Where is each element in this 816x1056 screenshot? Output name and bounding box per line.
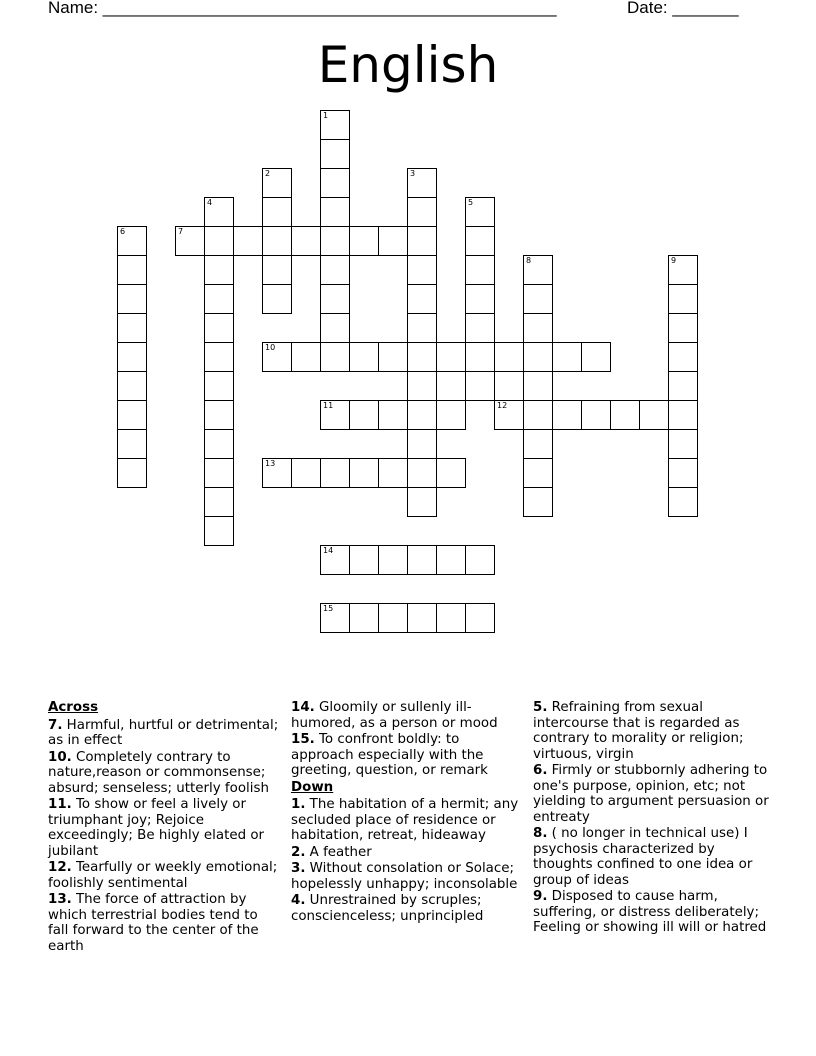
grid-cell[interactable] [494,342,524,372]
clue-down-8: 8. ( no longer in technical use) I psychosis characterized by thoughts confined to one idea or group of ideas [533,826,753,888]
grid-cell[interactable] [204,429,234,459]
grid-cell[interactable] [610,400,640,430]
clue-down-3: 3. Without consolation or Solace; hopelessly unhappy; inconsolable [291,861,518,892]
grid-cell[interactable] [378,400,408,430]
grid-cell[interactable] [117,342,147,372]
clue-number: 10 [265,343,276,352]
grid-cell[interactable] [407,197,437,227]
grid-cell[interactable] [291,342,321,372]
grid-cell[interactable] [407,226,437,256]
grid-cell[interactable] [668,313,698,343]
grid-cell[interactable] [117,255,147,285]
down-heading: Down [291,779,334,795]
grid-cell[interactable] [436,603,466,633]
grid-cell[interactable] [320,313,350,343]
clue-number: 15 [323,604,334,613]
grid-cell[interactable] [320,110,350,140]
clue-down-2: 2. A feather [291,844,372,860]
grid-cell[interactable] [523,313,553,343]
grid-cell[interactable] [407,429,437,459]
clue-across-13: 13. The force of attraction by which terrestrial bodies tend to fall forward to the center of the earth [48,892,259,954]
grid-cell[interactable] [117,429,147,459]
clue-across-15: 15. To confront boldly: to approach especially with the greeting, question, or remark [291,732,488,778]
clue-number: 2 [265,169,271,178]
grid-cell[interactable] [320,458,350,488]
grid-cell[interactable] [204,487,234,517]
clue-number: 7 [178,227,184,236]
grid-cell[interactable] [407,545,437,575]
grid-cell[interactable] [320,342,350,372]
grid-cell[interactable] [204,400,234,430]
grid-cell[interactable] [523,400,553,430]
grid-cell[interactable] [465,603,495,633]
grid-cell[interactable] [204,371,234,401]
clue-number: 13 [265,459,276,468]
grid-cell[interactable] [407,603,437,633]
grid-cell[interactable] [668,371,698,401]
grid-cell[interactable] [668,255,698,285]
clue-across-10: 10. Completely contrary to nature,reason or commonsense; absurd; senseless; utterly foolish [48,749,269,796]
grid-cell[interactable] [465,197,495,227]
grid-cell[interactable] [639,400,669,430]
grid-cell[interactable] [407,400,437,430]
grid-cell[interactable] [407,313,437,343]
clue-number: 3 [410,169,416,178]
grid-cell[interactable] [349,603,379,633]
grid-cell[interactable] [523,255,553,285]
clue-down-4: 4. Unrestrained by scruples; conscienceless; unprincipled [291,893,484,924]
grid-cell[interactable] [581,342,611,372]
clue-number: 1 [323,111,329,120]
grid-cell[interactable] [204,342,234,372]
grid-cell[interactable] [117,313,147,343]
grid-cell[interactable] [320,139,350,169]
grid-cell[interactable] [262,284,292,314]
grid-cell[interactable] [378,342,408,372]
grid-cell[interactable] [320,226,350,256]
date-field-label[interactable]: Date: _______ [627,0,739,17]
grid-cell[interactable] [465,226,495,256]
clue-across-14: 14. Gloomily or sullenly ill-humored, as a person or mood [291,700,498,731]
grid-cell[interactable] [436,458,466,488]
clue-across-11: 11. To show or feel a lively or triumphant joy; Rejoice exceedingly; Be highly elated or jubilant [48,797,265,859]
grid-cell[interactable] [407,255,437,285]
grid-cell[interactable] [320,284,350,314]
grid-cell[interactable] [320,545,350,575]
grid-cell[interactable] [523,371,553,401]
grid-cell[interactable] [407,168,437,198]
grid-cell[interactable] [320,603,350,633]
grid-cell[interactable] [378,458,408,488]
grid-cell[interactable] [262,342,292,372]
grid-cell[interactable] [378,603,408,633]
name-field-label[interactable]: Name: ________________________________________________ [48,0,557,17]
grid-cell[interactable] [436,400,466,430]
grid-cell[interactable] [465,545,495,575]
grid-cell[interactable] [668,458,698,488]
grid-cell[interactable] [349,458,379,488]
clue-number: 4 [207,198,213,207]
grid-cell[interactable] [204,313,234,343]
grid-cell[interactable] [523,429,553,459]
grid-cell[interactable] [262,458,292,488]
grid-cell[interactable] [204,197,234,227]
clues-column-3 [533,700,773,937]
clues-column-2 [291,700,525,925]
clue-number: 14 [323,546,334,555]
grid-cell[interactable] [117,284,147,314]
clue-number: 12 [497,401,508,410]
grid-cell[interactable] [523,342,553,372]
grid-cell[interactable] [465,255,495,285]
grid-cell[interactable] [523,284,553,314]
header [0,0,816,20]
clue-down-9: 9. Disposed to cause harm, suffering, or distress deliberately; Feeling or showing ill will or hatred [533,889,767,935]
grid-cell[interactable] [552,400,582,430]
grid-cell[interactable] [262,255,292,285]
grid-cell[interactable] [262,197,292,227]
grid-cell[interactable] [349,342,379,372]
grid-cell[interactable] [320,255,350,285]
grid-cell[interactable] [668,400,698,430]
grid-cell[interactable] [494,400,524,430]
clue-down-1: 1. The habitation of a hermit; any secluded place of residence or habitation, retreat, hideaway [291,797,519,843]
grid-cell[interactable] [668,487,698,517]
grid-cell[interactable] [204,284,234,314]
grid-cell[interactable] [407,458,437,488]
grid-cell[interactable] [262,168,292,198]
grid-cell[interactable] [465,371,495,401]
grid-cell[interactable] [436,545,466,575]
grid-cell[interactable] [204,516,234,546]
grid-cell[interactable] [407,342,437,372]
clue-number: 8 [526,256,532,265]
grid-cell[interactable] [349,545,379,575]
grid-cell[interactable] [668,429,698,459]
grid-cell[interactable] [407,284,437,314]
across-heading: Across [48,700,99,715]
clue-down-6: 6. Firmly or stubbornly adhering to one's purpose, opinion, etc; not yielding to argument persuasion or entreaty [533,763,769,825]
grid-cell[interactable] [465,342,495,372]
grid-cell[interactable] [320,400,350,430]
grid-cell[interactable] [291,458,321,488]
grid-cell[interactable] [204,226,234,256]
grid-cell[interactable] [117,371,147,401]
clue-number: 6 [120,227,126,236]
clue-number: 5 [468,198,474,207]
grid-cell[interactable] [117,226,147,256]
grid-cell[interactable] [436,342,466,372]
grid-cell[interactable] [204,458,234,488]
clue-across-7: 7. Harmful, hurtful or detrimental; as in effect [48,717,279,748]
grid-cell[interactable] [291,226,321,256]
grid-cell[interactable] [407,371,437,401]
grid-cell[interactable] [117,400,147,430]
clue-number: 9 [671,256,677,265]
grid-cell[interactable] [581,400,611,430]
clue-number: 11 [323,401,334,410]
grid-cell[interactable] [378,545,408,575]
clue-down-5: 5. Refraining from sexual intercourse that is regarded as contrary to morality or religion; virtuous, virgin [533,700,744,762]
grid-cell[interactable] [233,226,263,256]
grid-cell[interactable] [320,168,350,198]
grid-cell[interactable] [320,197,350,227]
grid-cell[interactable] [349,226,379,256]
grid-cell[interactable] [552,342,582,372]
grid-cell[interactable] [407,487,437,517]
grid-cell[interactable] [262,226,292,256]
grid-cell[interactable] [117,458,147,488]
grid-cell[interactable] [349,400,379,430]
clues-column-1 [48,700,280,955]
grid-cell[interactable] [668,342,698,372]
grid-cell[interactable] [378,226,408,256]
grid-cell[interactable] [523,458,553,488]
grid-cell[interactable] [668,284,698,314]
grid-cell[interactable] [465,313,495,343]
grid-cell[interactable] [523,487,553,517]
page-title: English [317,36,499,94]
grid-cell[interactable] [204,255,234,285]
grid-cell[interactable] [465,284,495,314]
clue-across-12: 12. Tearfully or weekly emotional; foolishly sentimental [48,860,278,891]
grid-cell[interactable] [175,226,205,256]
